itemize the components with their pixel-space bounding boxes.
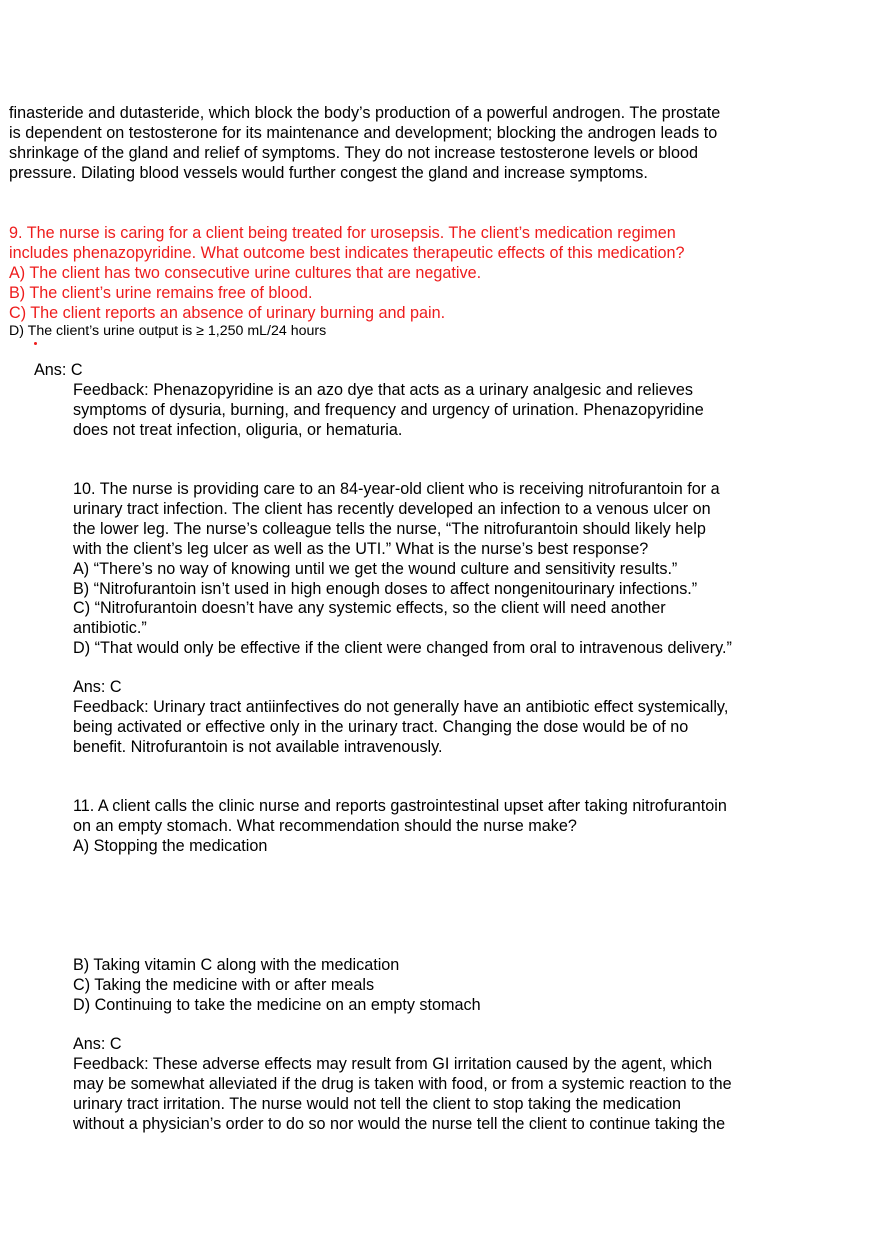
question-11-stem-line: 11. A client calls the clinic nurse and reports gastrointestinal upset after taking nitrofurantoin <box>73 797 727 815</box>
feedback-line: may be somewhat alleviated if the drug is taken with food, or from a systemic reaction to the <box>73 1074 732 1093</box>
feedback-line: benefit. Nitrofurantoin is not available intravenously. <box>73 737 443 756</box>
question-10-stem-line: with the client’s leg ulcer as well as the UTI.” What is the nurse’s best response? <box>73 539 649 558</box>
question-9-option-a: A) The client has two consecutive urine cultures that are negative. <box>9 263 482 282</box>
question-9-answer: Ans: C <box>34 361 83 379</box>
question-10-option-c: C) “Nitrofurantoin doesn’t have any systemic effects, so the client will need another <box>73 599 666 618</box>
feedback-line: symptoms of dysuria, burning, and frequency and urgency of urination. Phenazopyridine <box>73 400 704 419</box>
question-9-feedback <box>73 381 704 441</box>
question-11-option-d: D) Continuing to take the medicine on an empty stomach <box>73 995 481 1014</box>
feedback-line: does not treat infection, oliguria, or hematuria. <box>73 420 403 439</box>
feedback-line: being activated or effective only in the urinary tract. Changing the dose would be of no <box>73 717 689 736</box>
question-10-stem-line: 10. The nurse is providing care to an 84-year-old client who is receiving nitrofurantoin for a <box>73 480 720 498</box>
feedback-line: urinary tract irritation. The nurse would not tell the client to stop taking the medication <box>73 1094 681 1113</box>
intro-line: is dependent on testosterone for its maintenance and development; blocking the androgen leads to <box>9 123 718 142</box>
feedback-line: Feedback: These adverse effects may result from GI irritation caused by the agent, which <box>73 1055 713 1073</box>
question-11-option-a: A) Stopping the medication <box>73 836 268 855</box>
question-10-stem-line: urinary tract infection. The client has recently developed an infection to a venous ulcer on <box>73 499 711 518</box>
intro-paragraph <box>9 104 720 184</box>
question-11-option-b: B) Taking vitamin C along with the medication <box>73 956 400 974</box>
question-11-option-c: C) Taking the medicine with or after meals <box>73 975 375 994</box>
question-10-option-a: A) “There’s no way of knowing until we get the wound culture and sensitivity results.” <box>73 559 678 578</box>
question-9-option-b: B) The client’s urine remains free of blood. <box>9 283 313 302</box>
red-dot-marker <box>34 342 37 345</box>
intro-line: shrinkage of the gland and relief of symptoms. They do not increase testosterone levels or blood <box>9 143 698 162</box>
question-11-feedback <box>73 1055 732 1135</box>
question-9-stem-line: includes phenazopyridine. What outcome best indicates therapeutic effects of this medication? <box>9 243 685 262</box>
question-9 <box>9 224 684 324</box>
question-10-option-d: D) “That would only be effective if the client were changed from oral to intravenous delivery.” <box>73 639 732 658</box>
feedback-line: Feedback: Urinary tract antiinfectives do not generally have an antibiotic effect systemically, <box>73 698 729 716</box>
question-10 <box>73 480 732 659</box>
question-11-answer: Ans: C <box>73 1035 122 1053</box>
question-11 <box>73 797 727 857</box>
feedback-line: without a physician’s order to do so nor would the nurse tell the client to continue taking the <box>73 1114 726 1133</box>
intro-line: pressure. Dilating blood vessels would further congest the gland and increase symptoms. <box>9 163 648 182</box>
question-9-stem-line: 9. The nurse is caring for a client being treated for urosepsis. The client’s medication regimen <box>9 224 676 242</box>
feedback-line: Feedback: Phenazopyridine is an azo dye that acts as a urinary analgesic and relieves <box>73 381 693 399</box>
question-10-option-c-cont: antibiotic.” <box>73 619 147 638</box>
question-11-stem-line: on an empty stomach. What recommendation should the nurse make? <box>73 816 577 835</box>
question-10-option-b: B) “Nitrofurantoin isn’t used in high enough doses to affect nongenitourinary infections.” <box>73 579 698 598</box>
question-10-feedback <box>73 698 728 758</box>
intro-line: finasteride and dutasteride, which block the body’s production of a powerful androgen. The prostate <box>9 104 721 122</box>
question-9-option-d: D) The client’s urine output is ≥ 1,250 mL/24 hours <box>9 323 327 339</box>
question-10-answer: Ans: C <box>73 678 122 696</box>
question-11-options <box>73 956 481 1016</box>
question-10-stem-line: the lower leg. The nurse’s colleague tells the nurse, “The nitrofurantoin should likely help <box>73 519 706 538</box>
question-9-option-c: C) The client reports an absence of urinary burning and pain. <box>9 303 446 322</box>
